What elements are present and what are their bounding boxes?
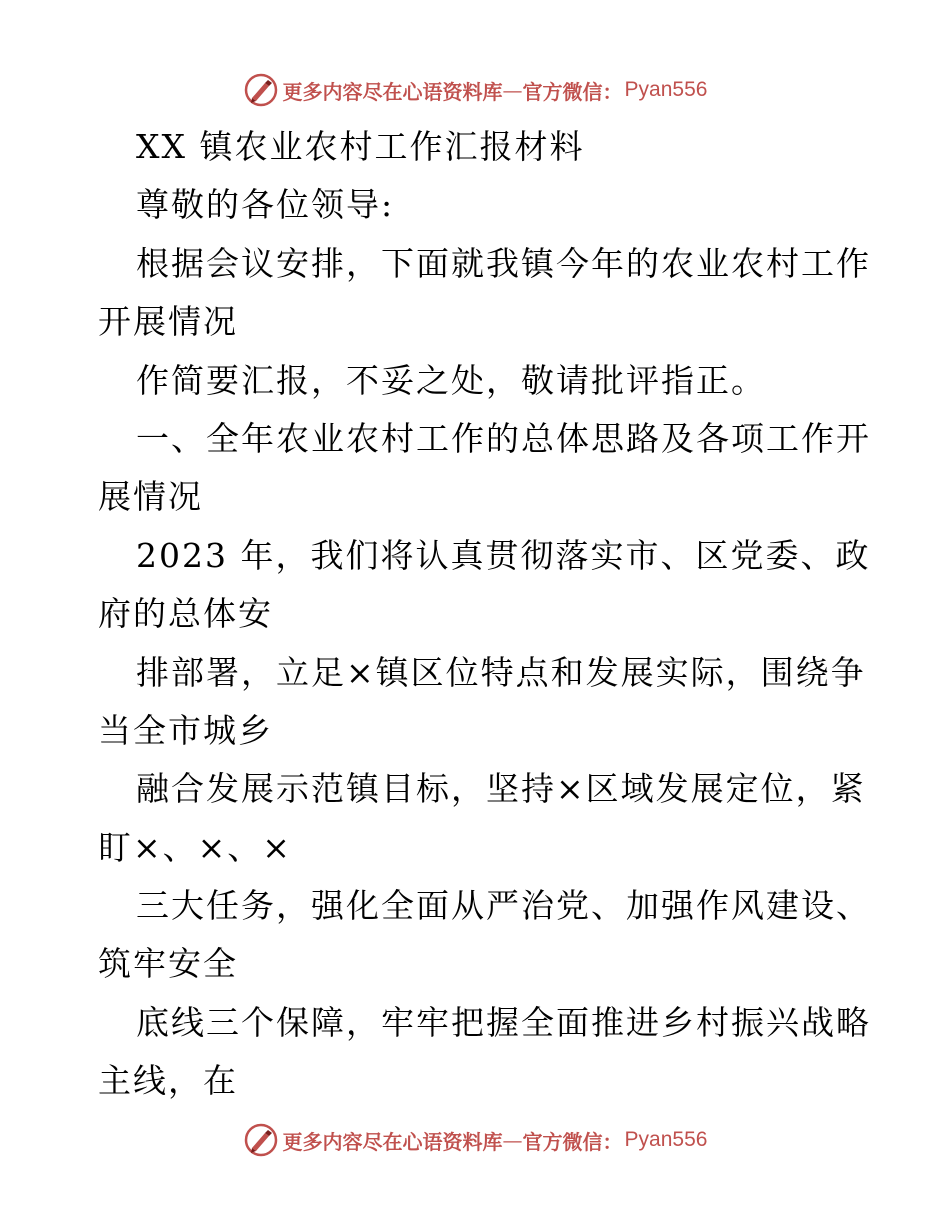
paragraph-line: 主线，在 xyxy=(98,1061,238,1101)
paragraph-line: 府的总体安 xyxy=(98,594,273,634)
watermark-dash: — xyxy=(502,1128,523,1152)
watermark-wechat-id: Pyan556 xyxy=(624,1128,708,1151)
paragraph-line: 开展情况 xyxy=(98,302,238,342)
paragraph-line: 2023 年，我们将认真贯彻落实市、区党委、政 xyxy=(136,535,871,575)
watermark-site-text: 更多内容尽在心语资料库 xyxy=(282,1129,503,1154)
watermark-official-label: 官方微信： xyxy=(522,79,623,104)
paragraph-line: 筑牢安全 xyxy=(98,944,238,984)
paragraph-line: 当全市城乡 xyxy=(98,710,273,750)
pen-logo-icon xyxy=(243,1122,279,1158)
paragraph-line: 作简要汇报，不妥之处，敬请批评指正。 xyxy=(136,360,766,400)
watermark-dash: — xyxy=(502,78,523,102)
document-title: XX 镇农业农村工作汇报材料 xyxy=(136,127,585,166)
paragraph-line: 排部署，立足×镇区位特点和发展实际，围绕争 xyxy=(136,652,866,692)
paragraph-line: 根据会议安排，下面就我镇今年的农业农村工作 xyxy=(136,243,871,283)
paragraph-line: 三大任务，强化全面从严治党、加强作风建设、 xyxy=(136,886,871,926)
salutation: 尊敬的各位领导: xyxy=(136,185,395,225)
section-heading-cont: 展情况 xyxy=(98,477,203,517)
header-watermark xyxy=(0,70,950,110)
watermark-wechat-id: Pyan556 xyxy=(624,78,708,101)
paragraph-line: 融合发展示范镇目标，坚持×区域发展定位，紧 xyxy=(136,769,866,809)
watermark-official-label: 官方微信： xyxy=(522,1129,623,1154)
pen-logo-icon xyxy=(243,72,279,108)
paragraph-line: 底线三个保障，牢牢把握全面推进乡村振兴战略 xyxy=(136,1002,871,1042)
footer-watermark xyxy=(0,1120,950,1160)
section-heading: 一、全年农业农村工作的总体思路及各项工作开 xyxy=(136,418,871,458)
watermark-site-text: 更多内容尽在心语资料库 xyxy=(282,79,503,104)
document-body xyxy=(98,118,871,1111)
paragraph-line: 盯×、×、× xyxy=(98,827,292,867)
